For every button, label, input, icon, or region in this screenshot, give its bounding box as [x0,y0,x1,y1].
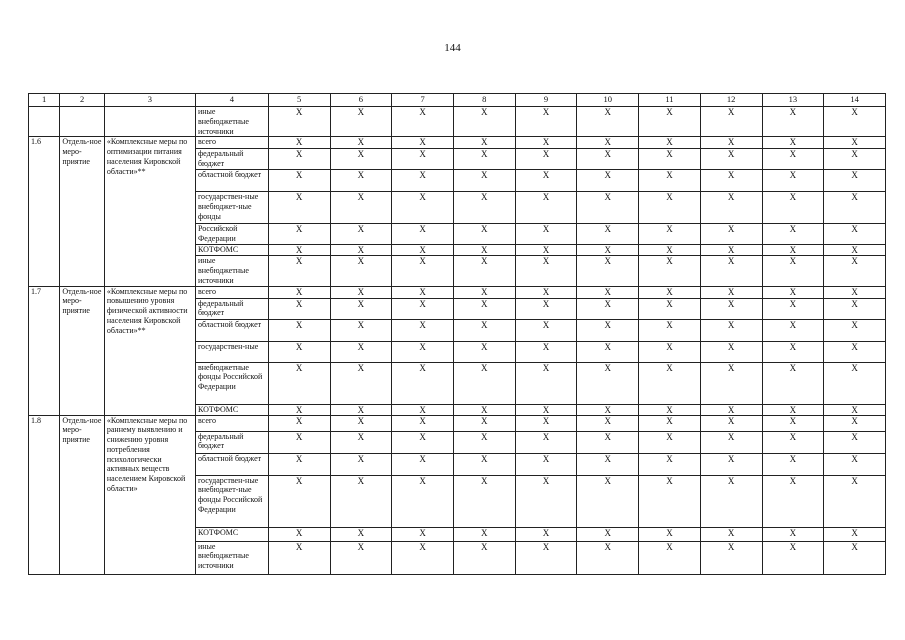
x-mark-cell: X [515,527,577,541]
measure-number-cell: 1.8 [29,415,60,574]
x-mark-cell: X [268,286,330,298]
x-mark-cell: X [700,415,762,431]
x-mark-cell: X [330,245,392,256]
x-mark-cell: X [700,149,762,170]
page-number: 144 [444,42,461,54]
x-mark-cell: X [453,475,515,527]
x-mark-cell: X [762,541,824,574]
table-row [29,415,886,431]
x-mark-cell: X [577,341,639,362]
x-mark-cell: X [639,415,701,431]
x-mark-cell: X [268,256,330,286]
x-mark-cell: X [453,453,515,475]
x-mark-cell: X [700,286,762,298]
measure-number-cell [29,107,60,137]
x-mark-cell: X [330,107,392,137]
column-header-8: 8 [453,94,515,107]
x-mark-cell: X [762,341,824,362]
x-mark-cell: X [577,453,639,475]
x-mark-cell: X [515,170,577,192]
table-row [29,137,886,149]
measure-type-cell: Отдель-ное меро-приятие [60,137,105,286]
x-mark-cell: X [330,341,392,362]
x-mark-cell: X [577,319,639,341]
x-mark-cell: X [453,415,515,431]
column-header-10: 10 [577,94,639,107]
x-mark-cell: X [577,286,639,298]
x-mark-cell: X [392,286,454,298]
x-mark-cell: X [515,245,577,256]
x-mark-cell: X [392,107,454,137]
x-mark-cell: X [577,224,639,245]
x-mark-cell: X [577,431,639,453]
x-mark-cell: X [700,192,762,224]
x-mark-cell: X [392,415,454,431]
x-mark-cell: X [700,541,762,574]
x-mark-cell: X [577,107,639,137]
x-mark-cell: X [577,149,639,170]
x-mark-cell: X [392,137,454,149]
x-mark-cell: X [824,149,886,170]
x-mark-cell: X [762,224,824,245]
x-mark-cell: X [577,170,639,192]
funding-source-cell: иные внебюджетные источники [195,541,268,574]
column-header-11: 11 [639,94,701,107]
funding-source-cell: областной бюджет [195,319,268,341]
column-header-2: 2 [60,94,105,107]
funding-source-cell: всего [195,415,268,431]
x-mark-cell: X [824,298,886,319]
x-mark-cell: X [639,137,701,149]
x-mark-cell: X [392,527,454,541]
x-mark-cell: X [639,475,701,527]
x-mark-cell: X [762,319,824,341]
x-mark-cell: X [762,453,824,475]
x-mark-cell: X [330,362,392,404]
x-mark-cell: X [515,431,577,453]
x-mark-cell: X [268,298,330,319]
funding-source-cell: государствен-ные внебюджет-ные фонды Российской Федерации [195,475,268,527]
x-mark-cell: X [700,404,762,415]
funding-source-cell: КОТФОМС [195,527,268,541]
x-mark-cell: X [515,341,577,362]
x-mark-cell: X [268,431,330,453]
x-mark-cell: X [700,319,762,341]
column-header-5: 5 [268,94,330,107]
measure-title-cell: «Комплексные меры по оптимизации питания населения Кировской области»** [104,137,195,286]
funding-source-cell: федеральный бюджет [195,431,268,453]
x-mark-cell: X [330,224,392,245]
x-mark-cell: X [762,192,824,224]
x-mark-cell: X [762,149,824,170]
x-mark-cell: X [453,170,515,192]
column-header-4: 4 [195,94,268,107]
x-mark-cell: X [762,245,824,256]
x-mark-cell: X [453,404,515,415]
x-mark-cell: X [268,192,330,224]
x-mark-cell: X [824,256,886,286]
x-mark-cell: X [577,527,639,541]
x-mark-cell: X [515,319,577,341]
x-mark-cell: X [762,137,824,149]
x-mark-cell: X [700,245,762,256]
measure-type-cell: Отдель-ное меро-приятие [60,415,105,574]
funding-source-cell: областной бюджет [195,170,268,192]
x-mark-cell: X [577,256,639,286]
measure-number-cell: 1.7 [29,286,60,415]
column-header-9: 9 [515,94,577,107]
funding-source-cell: иные внебюджетные источники [195,256,268,286]
x-mark-cell: X [268,224,330,245]
x-mark-cell: X [824,362,886,404]
x-mark-cell: X [700,256,762,286]
x-mark-cell: X [392,453,454,475]
x-mark-cell: X [453,286,515,298]
x-mark-cell: X [330,256,392,286]
x-mark-cell: X [824,453,886,475]
x-mark-cell: X [515,362,577,404]
x-mark-cell: X [268,107,330,137]
x-mark-cell: X [762,107,824,137]
x-mark-cell: X [453,149,515,170]
x-mark-cell: X [577,475,639,527]
x-mark-cell: X [824,404,886,415]
x-mark-cell: X [268,170,330,192]
x-mark-cell: X [639,170,701,192]
x-mark-cell: X [392,149,454,170]
x-mark-cell: X [700,107,762,137]
x-mark-cell: X [392,298,454,319]
x-mark-cell: X [700,170,762,192]
x-mark-cell: X [762,527,824,541]
measure-title-cell [104,107,195,137]
funding-source-cell: Российской Федерации [195,224,268,245]
funding-source-cell: всего [195,137,268,149]
x-mark-cell: X [453,527,515,541]
x-mark-cell: X [639,362,701,404]
x-mark-cell: X [392,224,454,245]
x-mark-cell: X [268,137,330,149]
x-mark-cell: X [515,404,577,415]
x-mark-cell: X [330,298,392,319]
funding-source-cell: федеральный бюджет [195,149,268,170]
x-mark-cell: X [639,192,701,224]
x-mark-cell: X [515,224,577,245]
column-header-13: 13 [762,94,824,107]
x-mark-cell: X [824,192,886,224]
x-mark-cell: X [330,170,392,192]
x-mark-cell: X [577,362,639,404]
x-mark-cell: X [700,137,762,149]
x-mark-cell: X [639,453,701,475]
x-mark-cell: X [639,149,701,170]
x-mark-cell: X [700,431,762,453]
x-mark-cell: X [824,137,886,149]
table-header-row [29,94,886,107]
measure-title-cell: «Комплексные меры по повышению уровня физической активности населения Кировской области»** [104,286,195,415]
x-mark-cell: X [330,541,392,574]
x-mark-cell: X [453,224,515,245]
x-mark-cell: X [392,341,454,362]
x-mark-cell: X [700,224,762,245]
x-mark-cell: X [268,453,330,475]
x-mark-cell: X [453,362,515,404]
x-mark-cell: X [515,541,577,574]
x-mark-cell: X [330,527,392,541]
x-mark-cell: X [762,431,824,453]
measure-type-cell: Отдель-ное меро-приятие [60,286,105,415]
x-mark-cell: X [700,362,762,404]
x-mark-cell: X [515,149,577,170]
x-mark-cell: X [700,298,762,319]
x-mark-cell: X [824,475,886,527]
column-header-6: 6 [330,94,392,107]
x-mark-cell: X [330,192,392,224]
x-mark-cell: X [639,256,701,286]
x-mark-cell: X [824,415,886,431]
x-mark-cell: X [639,245,701,256]
funding-table [28,93,886,575]
x-mark-cell: X [330,475,392,527]
x-mark-cell: X [762,170,824,192]
table-row [29,286,886,298]
x-mark-cell: X [515,256,577,286]
x-mark-cell: X [639,286,701,298]
measure-type-cell [60,107,105,137]
x-mark-cell: X [330,404,392,415]
funding-source-cell: федеральный бюджет [195,298,268,319]
funding-source-cell: государствен-ные внебюджет-ные фонды [195,192,268,224]
x-mark-cell: X [330,415,392,431]
x-mark-cell: X [268,341,330,362]
measure-number-cell: 1.6 [29,137,60,286]
x-mark-cell: X [762,404,824,415]
funding-source-cell: областной бюджет [195,453,268,475]
x-mark-cell: X [453,137,515,149]
x-mark-cell: X [577,245,639,256]
funding-source-cell: КОТФОМС [195,404,268,415]
x-mark-cell: X [453,541,515,574]
x-mark-cell: X [700,453,762,475]
x-mark-cell: X [639,224,701,245]
x-mark-cell: X [453,431,515,453]
x-mark-cell: X [824,527,886,541]
x-mark-cell: X [824,224,886,245]
x-mark-cell: X [639,541,701,574]
column-header-12: 12 [700,94,762,107]
x-mark-cell: X [268,404,330,415]
x-mark-cell: X [515,192,577,224]
x-mark-cell: X [515,298,577,319]
funding-source-cell: государствен-ные [195,341,268,362]
x-mark-cell: X [330,431,392,453]
x-mark-cell: X [392,192,454,224]
x-mark-cell: X [453,341,515,362]
x-mark-cell: X [392,431,454,453]
funding-source-cell: иные внебюджетные источники [195,107,268,137]
x-mark-cell: X [515,286,577,298]
funding-source-cell: КОТФОМС [195,245,268,256]
x-mark-cell: X [824,245,886,256]
x-mark-cell: X [762,286,824,298]
x-mark-cell: X [453,107,515,137]
x-mark-cell: X [330,149,392,170]
x-mark-cell: X [392,404,454,415]
x-mark-cell: X [824,170,886,192]
x-mark-cell: X [824,319,886,341]
x-mark-cell: X [639,298,701,319]
x-mark-cell: X [453,319,515,341]
x-mark-cell: X [268,541,330,574]
x-mark-cell: X [392,170,454,192]
x-mark-cell: X [392,541,454,574]
x-mark-cell: X [268,245,330,256]
x-mark-cell: X [330,453,392,475]
x-mark-cell: X [453,256,515,286]
x-mark-cell: X [453,192,515,224]
x-mark-cell: X [515,415,577,431]
x-mark-cell: X [762,362,824,404]
x-mark-cell: X [453,245,515,256]
x-mark-cell: X [268,475,330,527]
x-mark-cell: X [515,453,577,475]
x-mark-cell: X [762,298,824,319]
x-mark-cell: X [824,341,886,362]
funding-source-cell: внебюджетные фонды Российской Федерации [195,362,268,404]
x-mark-cell: X [268,319,330,341]
column-header-1: 1 [29,94,60,107]
x-mark-cell: X [639,341,701,362]
column-header-7: 7 [392,94,454,107]
x-mark-cell: X [268,149,330,170]
x-mark-cell: X [639,319,701,341]
x-mark-cell: X [577,404,639,415]
funding-source-cell: всего [195,286,268,298]
x-mark-cell: X [762,475,824,527]
x-mark-cell: X [515,137,577,149]
x-mark-cell: X [639,107,701,137]
x-mark-cell: X [577,541,639,574]
x-mark-cell: X [392,256,454,286]
x-mark-cell: X [515,107,577,137]
x-mark-cell: X [330,286,392,298]
x-mark-cell: X [700,527,762,541]
x-mark-cell: X [268,415,330,431]
table-row [29,107,886,137]
x-mark-cell: X [392,245,454,256]
x-mark-cell: X [515,475,577,527]
x-mark-cell: X [700,475,762,527]
x-mark-cell: X [639,431,701,453]
column-header-3: 3 [104,94,195,107]
x-mark-cell: X [268,362,330,404]
x-mark-cell: X [577,415,639,431]
x-mark-cell: X [577,137,639,149]
x-mark-cell: X [392,319,454,341]
x-mark-cell: X [824,286,886,298]
x-mark-cell: X [639,404,701,415]
x-mark-cell: X [639,527,701,541]
x-mark-cell: X [330,319,392,341]
x-mark-cell: X [330,137,392,149]
x-mark-cell: X [762,256,824,286]
measure-title-cell: «Комплексные меры по раннему выявлению и снижению уровня потребления психологически активных веществ населением Кировской области» [104,415,195,574]
x-mark-cell: X [392,362,454,404]
x-mark-cell: X [577,298,639,319]
column-header-14: 14 [824,94,886,107]
x-mark-cell: X [268,527,330,541]
x-mark-cell: X [824,107,886,137]
x-mark-cell: X [392,475,454,527]
x-mark-cell: X [577,192,639,224]
x-mark-cell: X [824,431,886,453]
x-mark-cell: X [453,298,515,319]
x-mark-cell: X [824,541,886,574]
x-mark-cell: X [700,341,762,362]
x-mark-cell: X [762,415,824,431]
